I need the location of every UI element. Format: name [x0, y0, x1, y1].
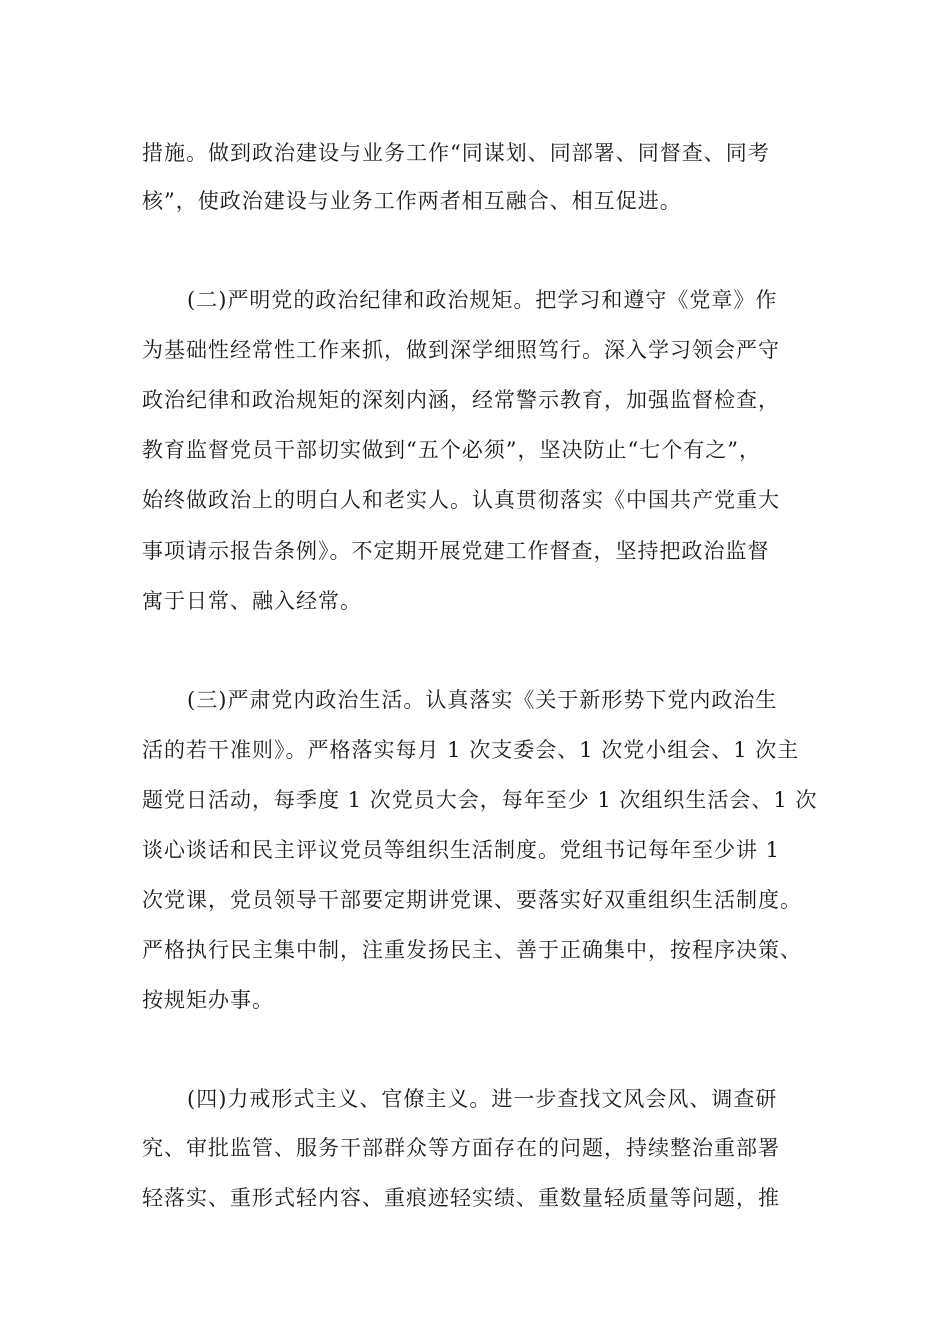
text-line: 寓于日常、融入经常。 — [142, 589, 362, 613]
text-line: (四)力戒形式主义、官僚主义。进一步查找文风会风、调查研 — [187, 1087, 778, 1111]
text-line: 题党日活动，每季度 1 次党员大会，每年至少 1 次组织生活会、1 次 — [142, 788, 818, 812]
text-line: 始终做政治上的明白人和老实人。认真贯彻落实《中国共产党重大 — [142, 488, 780, 512]
text-line: (三)严肃党内政治生活。认真落实《关于新形势下党内政治生 — [187, 688, 778, 712]
text-line: 严格执行民主集中制，注重发扬民主、善于正确集中，按程序决策、 — [142, 938, 802, 962]
text-line: 按规矩办事。 — [142, 988, 274, 1012]
text-line: 次党课，党员领导干部要定期讲党课、要落实好双重组织生活制度。 — [142, 888, 802, 912]
text-line: 核”，使政治建设与业务工作两者相互融合、相互促进。 — [142, 189, 682, 213]
text-line: 事项请示报告条例》。不定期开展党建工作督查，坚持把政治监督 — [142, 539, 770, 563]
text-line: 谈心谈话和民主评议党员等组织生活制度。党组书记每年至少讲 1 — [142, 838, 781, 862]
text-line: 教育监督党员干部切实做到“五个必须”，坚决防止“七个有之”， — [142, 438, 761, 462]
text-line: 活的若干准则》。严格落实每月 1 次支委会、1 次党小组会、1 次主 — [142, 738, 800, 762]
text-line: 究、审批监管、服务干部群众等方面存在的问题，持续整治重部署 — [142, 1136, 780, 1160]
text-line: 措施。做到政治建设与业务工作“同谋划、同部署、同督查、同考 — [142, 141, 770, 165]
text-line: 为基础性经常性工作来抓，做到深学细照笃行。深入学习领会严守 — [142, 338, 780, 362]
text-line: 政治纪律和政治规矩的深刻内涵，经常警示教育，加强监督检查， — [142, 388, 780, 412]
text-line: (二)严明党的政治纪律和政治规矩。把学习和遵守《党章》作 — [187, 288, 778, 312]
text-line: 轻落实、重形式轻内容、重痕迹轻实绩、重数量轻质量等问题，推 — [142, 1186, 780, 1210]
